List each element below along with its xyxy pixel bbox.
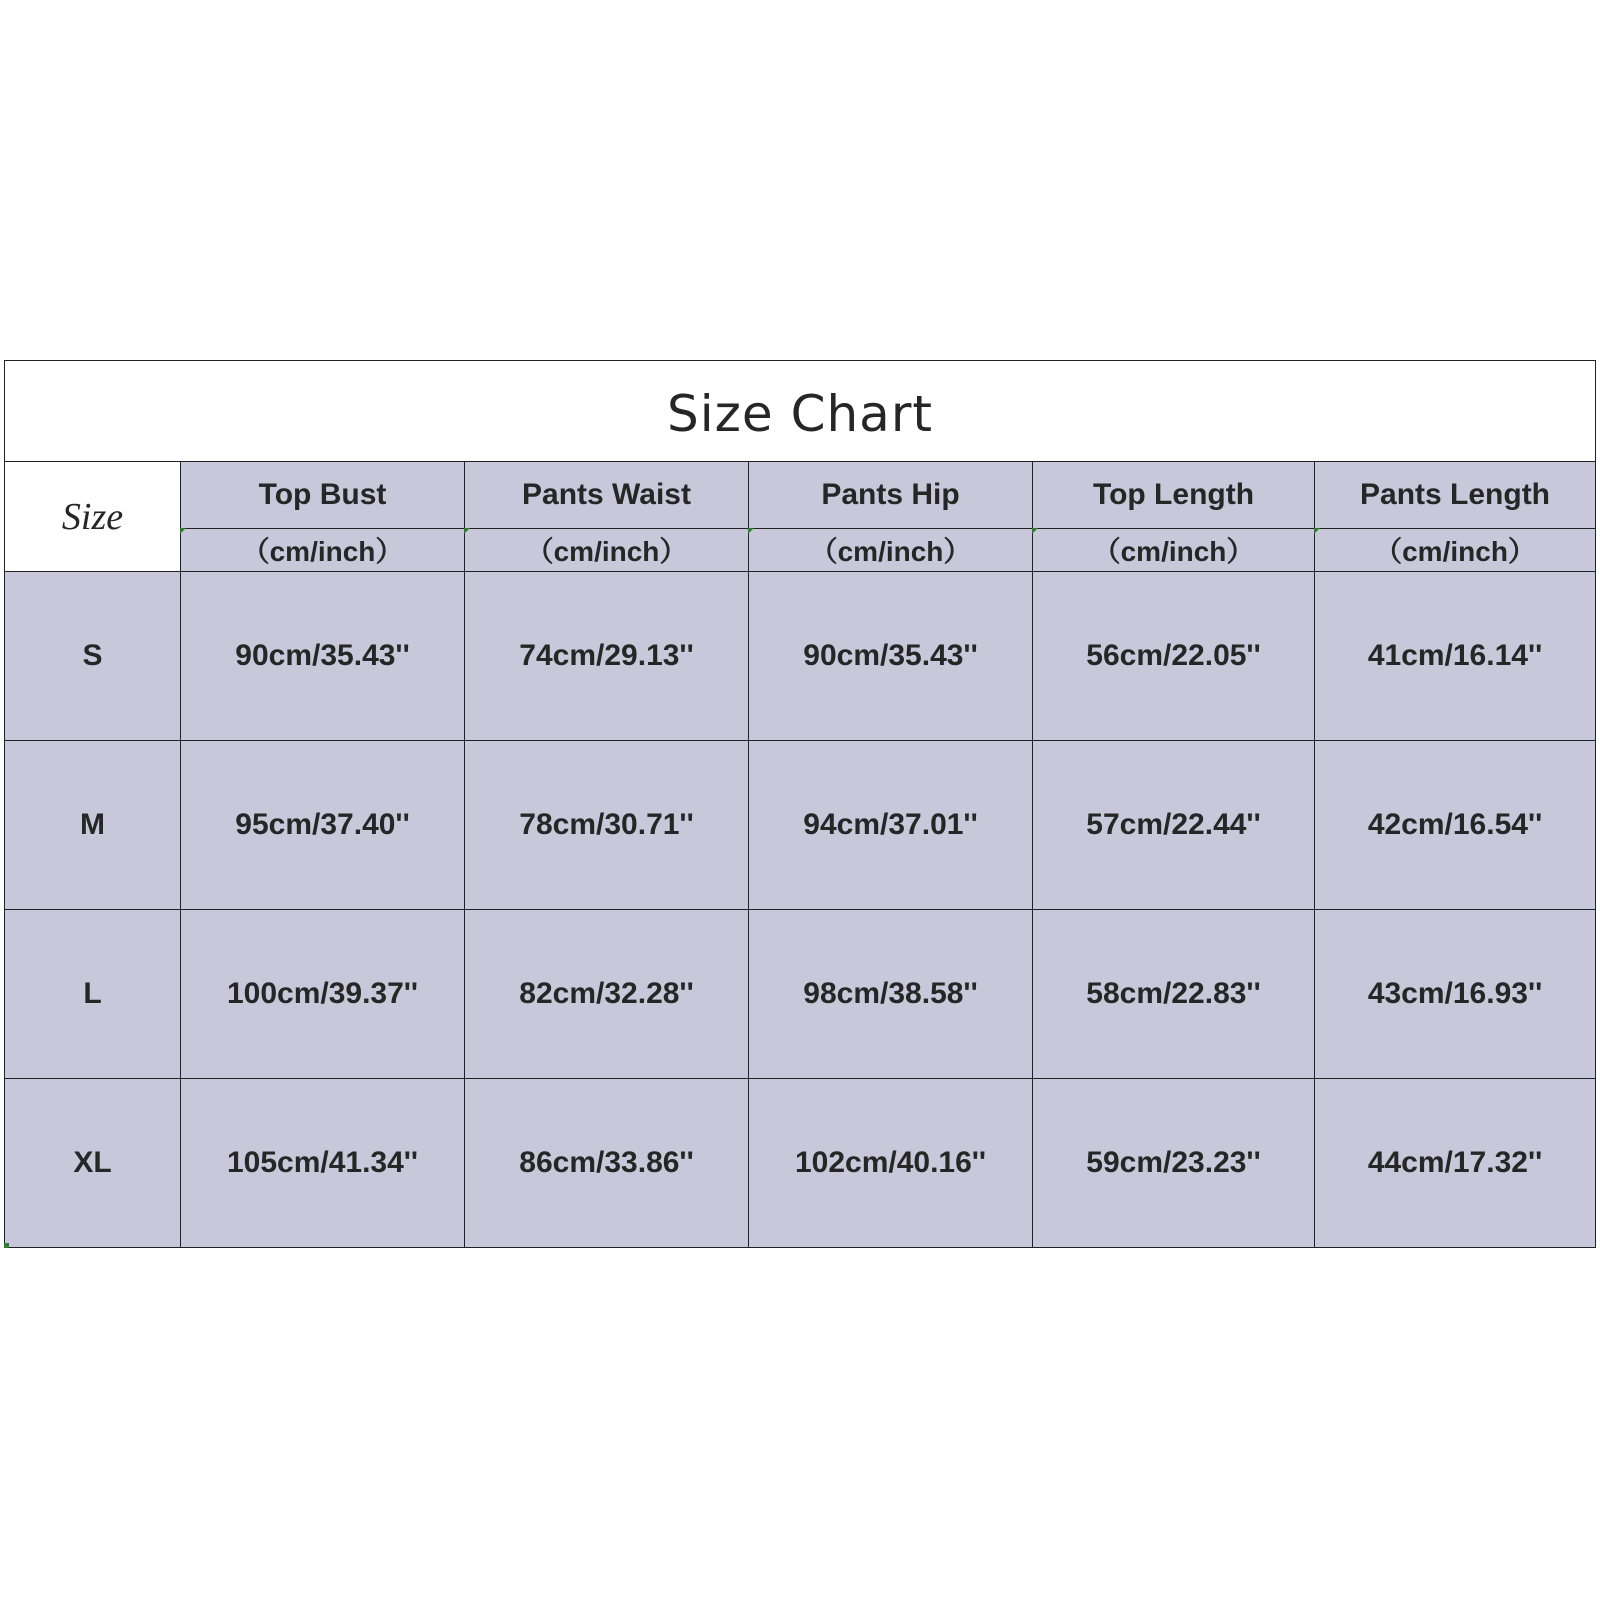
- corner-mark: [1032, 528, 1038, 534]
- size-cell: XL: [5, 1079, 181, 1248]
- header-row: [5, 462, 1596, 529]
- table-row: [5, 572, 1596, 741]
- value-cell: 57cm/22.44'': [1033, 741, 1315, 910]
- unit-text: （cm/inch）: [809, 536, 972, 567]
- value-cell: 78cm/30.71'': [465, 741, 749, 910]
- corner-mark: [748, 528, 754, 534]
- table-row: [5, 910, 1596, 1079]
- unit-label: [465, 529, 749, 572]
- value-cell: 100cm/39.37'': [181, 910, 465, 1079]
- title-row: [5, 361, 1596, 462]
- size-column-label: Size: [5, 462, 181, 572]
- column-header-top-bust: Top Bust: [181, 462, 465, 529]
- table-row: [5, 1079, 1596, 1248]
- corner-mark: [180, 528, 186, 534]
- unit-text: （cm/inch）: [525, 536, 688, 567]
- unit-label: [181, 529, 465, 572]
- unit-label: [1033, 529, 1315, 572]
- value-cell: 58cm/22.83'': [1033, 910, 1315, 1079]
- unit-label: [749, 529, 1033, 572]
- size-cell: M: [5, 741, 181, 910]
- unit-text: （cm/inch）: [241, 536, 404, 567]
- value-cell: 82cm/32.28'': [465, 910, 749, 1079]
- chart-title: Size Chart: [5, 361, 1596, 462]
- value-cell: 105cm/41.34'': [181, 1079, 465, 1248]
- value-cell: 56cm/22.05'': [1033, 572, 1315, 741]
- value-cell: 95cm/37.40'': [181, 741, 465, 910]
- column-header-pants-hip: Pants Hip: [749, 462, 1033, 529]
- corner-mark: [464, 528, 470, 534]
- unit-text: （cm/inch）: [1092, 536, 1255, 567]
- value-cell: 42cm/16.54'': [1315, 741, 1596, 910]
- value-cell: 59cm/23.23'': [1033, 1079, 1315, 1248]
- value-cell: 74cm/29.13'': [465, 572, 749, 741]
- column-header-top-length: Top Length: [1033, 462, 1315, 529]
- value-cell: 102cm/40.16'': [749, 1079, 1033, 1248]
- value-cell: 86cm/33.86'': [465, 1079, 749, 1248]
- unit-label: [1315, 529, 1596, 572]
- table-row: [5, 741, 1596, 910]
- value-cell: 90cm/35.43'': [181, 572, 465, 741]
- size-chart-table: [4, 360, 1596, 1248]
- value-cell: 94cm/37.01'': [749, 741, 1033, 910]
- column-header-pants-length: Pants Length: [1315, 462, 1596, 529]
- value-cell: 44cm/17.32'': [1315, 1079, 1596, 1248]
- unit-text: （cm/inch）: [1374, 536, 1536, 567]
- value-cell: 90cm/35.43'': [749, 572, 1033, 741]
- unit-row: [5, 529, 1596, 572]
- size-cell: L: [5, 910, 181, 1079]
- column-header-pants-waist: Pants Waist: [465, 462, 749, 529]
- value-cell: 41cm/16.14'': [1315, 572, 1596, 741]
- value-cell: 98cm/38.58'': [749, 910, 1033, 1079]
- value-cell: 43cm/16.93'': [1315, 910, 1596, 1079]
- corner-mark: [1314, 528, 1320, 534]
- corner-mark: [4, 1243, 9, 1248]
- size-cell: S: [5, 572, 181, 741]
